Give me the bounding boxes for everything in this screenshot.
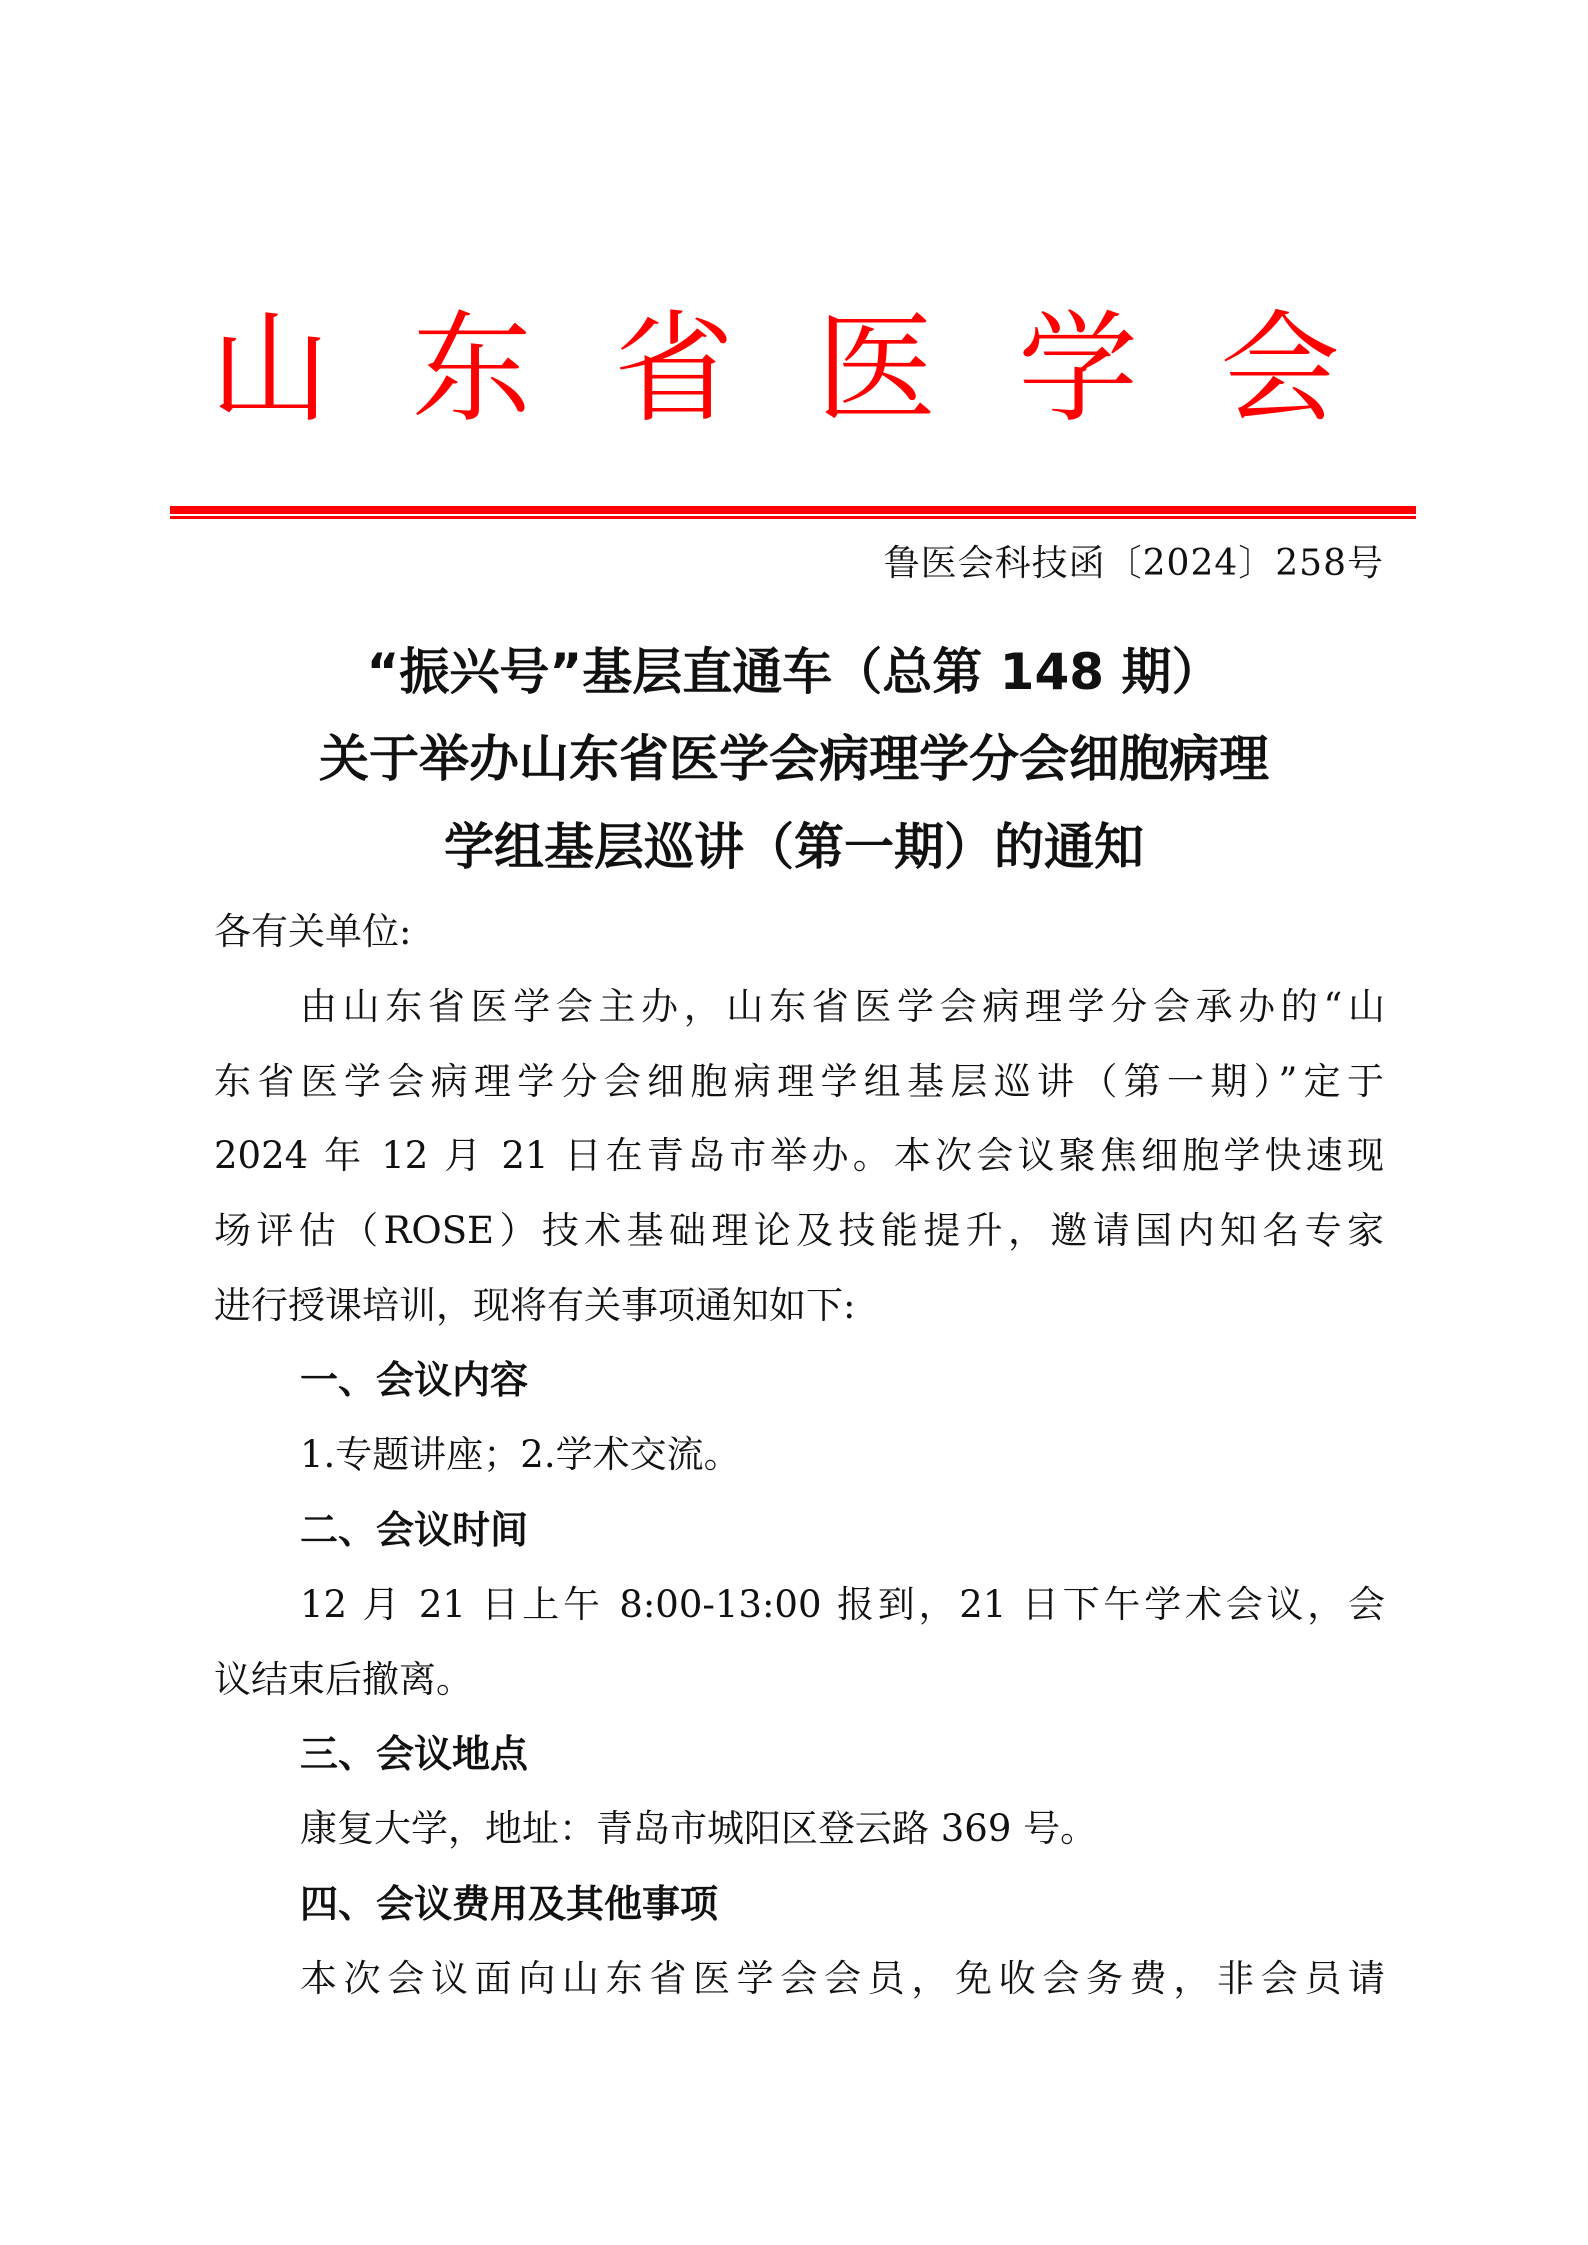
section-text: 1.专题讲座；2.学术交流。: [300, 1433, 741, 1476]
section-text: 12 月 21 日上午 8:00-13:00 报到，21 日下午学术会议，会: [300, 1583, 1385, 1626]
title-line-3: 学组基层巡讲（第一期）的通知: [444, 818, 1144, 876]
section-heading-content: 一、会议内容: [300, 1358, 529, 1402]
letterhead-char: 学: [1018, 300, 1138, 439]
letterhead-char: 山: [210, 300, 330, 439]
section-heading-location: 三、会议地点: [300, 1732, 529, 1776]
section-heading-fees: 四、会议费用及其他事项: [300, 1882, 719, 1926]
section-text: 议结束后撤离。: [214, 1658, 473, 1701]
letterhead-char: 会: [1220, 300, 1340, 439]
section-text: 本次会议面向山东省医学会会员，免收会务费，非会员请: [300, 1957, 1385, 2000]
letterhead-char: 省: [614, 300, 734, 439]
letterhead-divider-thick: [170, 506, 1416, 514]
salutation: 各有关单位:: [214, 910, 412, 953]
title-line-1: “振兴号”基层直通车（总第 148 期）: [366, 643, 1222, 701]
letterhead-char: 东: [412, 300, 532, 439]
document-number: 鲁医会科技函〔2024〕258号: [883, 543, 1384, 584]
intro-line: 场评估（ROSE）技术基础理论及技能提升，邀请国内知名专家: [214, 1209, 1384, 1252]
intro-line: 东省医学会病理学分会细胞病理学组基层巡讲（第一期）”定于: [214, 1060, 1384, 1103]
letterhead-org-name: [200, 300, 1350, 440]
title-line-2: 关于举办山东省医学会病理学分会细胞病理: [319, 730, 1269, 788]
section-heading-time: 二、会议时间: [300, 1508, 529, 1552]
intro-line: 由山东省医学会主办，山东省医学会病理学分会承办的“山: [300, 985, 1385, 1028]
letterhead-char: 医: [816, 300, 936, 439]
intro-line: 进行授课培训，现将有关事项通知如下:: [214, 1284, 856, 1327]
letterhead-divider-thin: [170, 516, 1416, 519]
section-text: 康复大学，地址：青岛市城阳区登云路 369 号。: [300, 1807, 1098, 1850]
intro-line: 2024 年 12 月 21 日在青岛市举办。本次会议聚焦细胞学快速现: [214, 1134, 1384, 1177]
